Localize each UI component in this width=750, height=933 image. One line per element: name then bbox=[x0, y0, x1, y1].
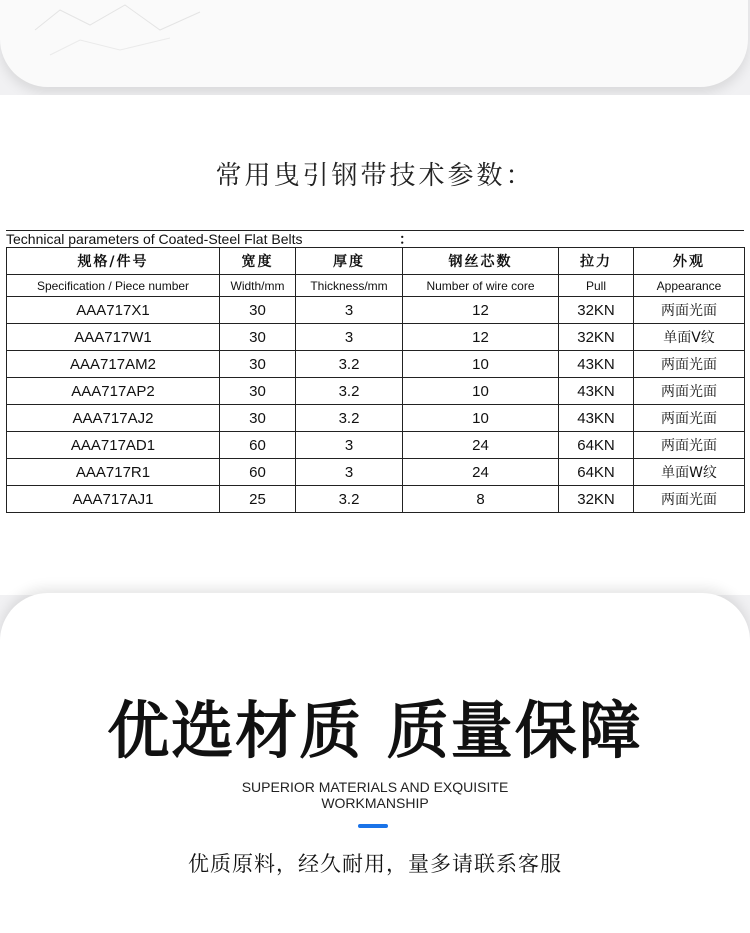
table-cell: AAA717AP2 bbox=[7, 378, 220, 405]
table-cell: 两面光面 bbox=[634, 432, 745, 459]
table-cell: 3.2 bbox=[296, 351, 403, 378]
section-title: 常用曳引钢带技术参数： bbox=[215, 161, 535, 191]
table-cell: 43KN bbox=[559, 378, 634, 405]
background-photo-fragment bbox=[30, 0, 230, 60]
table-cell: 10 bbox=[403, 378, 559, 405]
table-cell: 两面光面 bbox=[634, 351, 745, 378]
table-cell: 43KN bbox=[559, 351, 634, 378]
table-row bbox=[7, 378, 745, 405]
header-cn-cell: 钢丝芯数 bbox=[403, 248, 559, 275]
header-en-cell: Appearance bbox=[634, 275, 745, 297]
table-cell: 30 bbox=[220, 324, 296, 351]
table-cell: 32KN bbox=[559, 486, 634, 513]
table-cell: 8 bbox=[403, 486, 559, 513]
table-cell: 60 bbox=[220, 459, 296, 486]
quality-slogan: 优质原料，经久耐用，量多请联系客服 bbox=[188, 852, 562, 876]
header-cn-cell: 宽度 bbox=[220, 248, 296, 275]
table-row bbox=[7, 432, 745, 459]
header-en-cell: Specification / Piece number bbox=[7, 275, 220, 297]
quality-subtitle-line-2: WORKMANSHIP bbox=[321, 795, 429, 811]
table-cell: 60 bbox=[220, 432, 296, 459]
table-cell: 32KN bbox=[559, 324, 634, 351]
table-cell: AAA717AD1 bbox=[7, 432, 220, 459]
table-cell: 单面W纹 bbox=[634, 459, 745, 486]
table-cell: 3 bbox=[296, 459, 403, 486]
header-cn-cell: 规格/件号 bbox=[7, 248, 220, 275]
table-header bbox=[7, 248, 745, 297]
table-cell: AAA717W1 bbox=[7, 324, 220, 351]
table-row bbox=[7, 324, 745, 351]
table-caption bbox=[6, 230, 744, 248]
table-cell: 两面光面 bbox=[634, 297, 745, 324]
table-cell: 30 bbox=[220, 297, 296, 324]
table-cell: 3 bbox=[296, 324, 403, 351]
header-en-cell: Pull bbox=[559, 275, 634, 297]
table-cell: 32KN bbox=[559, 297, 634, 324]
table-cell: 3 bbox=[296, 432, 403, 459]
table-caption-colon: ： bbox=[399, 231, 413, 247]
header-en-cell: Thickness/mm bbox=[296, 275, 403, 297]
table-cell: 64KN bbox=[559, 459, 634, 486]
table-cell: 两面光面 bbox=[634, 378, 745, 405]
table-cell: AAA717AM2 bbox=[7, 351, 220, 378]
table-cell: 3.2 bbox=[296, 405, 403, 432]
table-cell: 64KN bbox=[559, 432, 634, 459]
header-en-cell: Number of wire core bbox=[403, 275, 559, 297]
quality-subtitle-english bbox=[200, 779, 550, 811]
table-cell: 3.2 bbox=[296, 378, 403, 405]
table-cell: AAA717R1 bbox=[7, 459, 220, 486]
table-cell: AAA717AJ1 bbox=[7, 486, 220, 513]
quality-headline: 优选材质 质量保障 bbox=[107, 694, 643, 767]
header-cn-cell: 外观 bbox=[634, 248, 745, 275]
table-caption-text: Technical parameters of Coated-Steel Flat Belts bbox=[6, 231, 303, 247]
table-cell: 30 bbox=[220, 378, 296, 405]
header-cn-cell: 拉力 bbox=[559, 248, 634, 275]
table-row bbox=[7, 351, 745, 378]
table-row bbox=[7, 459, 745, 486]
table-cell: 25 bbox=[220, 486, 296, 513]
header-cn-cell: 厚度 bbox=[296, 248, 403, 275]
table-cell: 3.2 bbox=[296, 486, 403, 513]
parameters-section bbox=[0, 95, 750, 595]
table-cell: 24 bbox=[403, 459, 559, 486]
table-cell: 30 bbox=[220, 351, 296, 378]
table-cell: 12 bbox=[403, 324, 559, 351]
accent-divider bbox=[358, 824, 388, 828]
table-cell: AAA717AJ2 bbox=[7, 405, 220, 432]
table-cell: 两面光面 bbox=[634, 486, 745, 513]
table-cell: 两面光面 bbox=[634, 405, 745, 432]
table-cell: AAA717X1 bbox=[7, 297, 220, 324]
header-row-english bbox=[7, 275, 745, 297]
table-row bbox=[7, 405, 745, 432]
header-row-chinese bbox=[7, 248, 745, 275]
quality-card bbox=[0, 593, 750, 933]
table-cell: 10 bbox=[403, 405, 559, 432]
table-cell: 24 bbox=[403, 432, 559, 459]
table-cell: 单面V纹 bbox=[634, 324, 745, 351]
parameters-table bbox=[6, 247, 745, 513]
table-cell: 10 bbox=[403, 351, 559, 378]
table-cell: 43KN bbox=[559, 405, 634, 432]
top-image-card bbox=[0, 0, 748, 87]
table-cell: 30 bbox=[220, 405, 296, 432]
table-cell: 3 bbox=[296, 297, 403, 324]
table-row bbox=[7, 486, 745, 513]
table-body bbox=[7, 297, 745, 513]
quality-subtitle-line-1: SUPERIOR MATERIALS AND EXQUISITE bbox=[241, 779, 509, 795]
table-cell: 12 bbox=[403, 297, 559, 324]
header-en-cell: Width/mm bbox=[220, 275, 296, 297]
table-row bbox=[7, 297, 745, 324]
